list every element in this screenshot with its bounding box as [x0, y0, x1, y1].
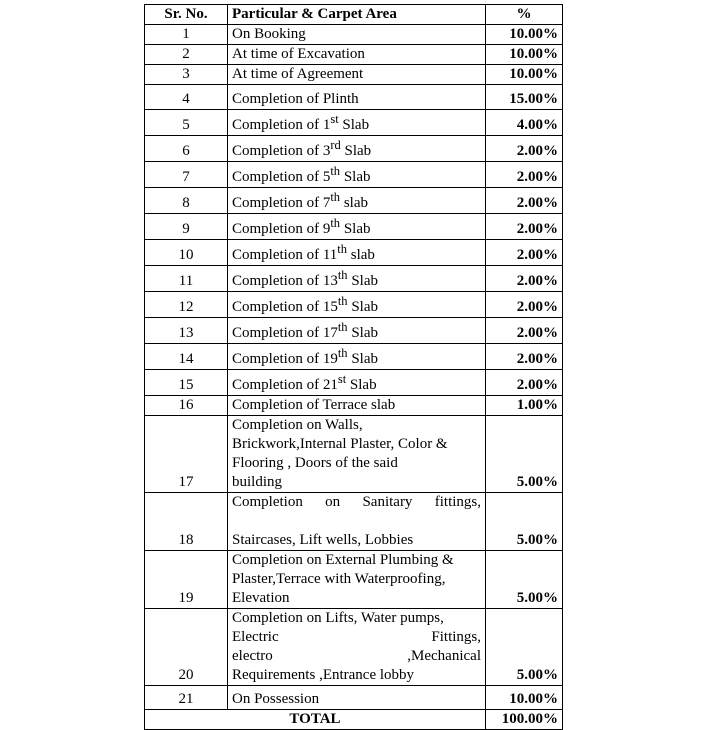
particular	[228, 292, 486, 318]
table-row	[145, 136, 563, 162]
sr-no: 6	[145, 136, 228, 162]
particular-text: Slab	[346, 377, 377, 393]
table-row	[145, 551, 563, 609]
particular-line: Completion on Sanitary fittings,	[232, 494, 481, 510]
sr-no: 5	[145, 110, 228, 136]
table-row	[145, 188, 563, 214]
particular-text: Completion of 13	[232, 273, 338, 289]
percent: 4.00%	[486, 110, 563, 136]
ordinal-suffix: th	[330, 190, 341, 204]
total-percent: 100.00%	[486, 710, 563, 730]
sr-no: 19	[145, 551, 228, 609]
particular-text: Slab	[347, 325, 378, 341]
sr-no: 21	[145, 686, 228, 710]
particular-line: Staircases, Lift wells, Lobbies	[232, 532, 414, 548]
particular-line: Completion on Lifts, Water pumps,	[232, 610, 444, 626]
particular-text: Slab	[340, 221, 371, 237]
sr-no: 3	[145, 65, 228, 85]
table-row	[145, 292, 563, 318]
particular-line: Flooring , Doors of the said	[232, 455, 398, 471]
sr-no: 18	[145, 493, 228, 551]
particular	[228, 609, 486, 686]
table-row	[145, 609, 563, 686]
table-row	[145, 493, 563, 551]
percent: 10.00%	[486, 686, 563, 710]
table-row	[145, 85, 563, 110]
sr-no: 16	[145, 396, 228, 416]
percent: 5.00%	[486, 609, 563, 686]
percent: 2.00%	[486, 188, 563, 214]
total-label: TOTAL	[145, 710, 486, 730]
particular: Completion of Plinth	[228, 85, 486, 110]
percent: 2.00%	[486, 136, 563, 162]
particular-text: Slab	[347, 299, 378, 315]
ordinal-suffix: st	[337, 372, 347, 386]
ordinal-suffix: th	[337, 242, 348, 256]
particular-line	[232, 628, 481, 647]
particular	[228, 240, 486, 266]
percent: 2.00%	[486, 344, 563, 370]
particular	[228, 551, 486, 609]
particular-text: slab	[340, 195, 368, 211]
particular	[228, 214, 486, 240]
particular	[228, 493, 486, 551]
particular-line: Plaster,Terrace with Waterproofing,	[232, 571, 446, 587]
percent: 5.00%	[486, 551, 563, 609]
particular-word: ,Mechanical	[407, 648, 481, 664]
particular-text: Slab	[347, 351, 378, 367]
particular-text: Completion of 17	[232, 325, 338, 341]
sr-no: 17	[145, 416, 228, 493]
particular-line: Completion on Walls,	[232, 417, 363, 433]
particular	[228, 318, 486, 344]
percent: 1.00%	[486, 396, 563, 416]
particular-line: Brickwork,Internal Plaster, Color &	[232, 436, 448, 452]
ordinal-suffix: th	[330, 216, 341, 230]
sr-no: 4	[145, 85, 228, 110]
percent: 2.00%	[486, 214, 563, 240]
table-row	[145, 45, 563, 65]
sr-no: 2	[145, 45, 228, 65]
total-row	[145, 710, 563, 730]
particular	[228, 162, 486, 188]
particular-line: building	[232, 474, 283, 490]
ordinal-suffix: th	[337, 294, 348, 308]
sr-no: 15	[145, 370, 228, 396]
table-row	[145, 65, 563, 85]
particular: On Booking	[228, 25, 486, 45]
percent: 10.00%	[486, 45, 563, 65]
table-row	[145, 686, 563, 710]
table-row	[145, 110, 563, 136]
sr-no: 13	[145, 318, 228, 344]
sr-no: 7	[145, 162, 228, 188]
particular-text: Slab	[338, 117, 370, 133]
ordinal-suffix: st	[330, 112, 339, 126]
table-row	[145, 266, 563, 292]
particular: On Possession	[228, 686, 486, 710]
sr-no: 1	[145, 25, 228, 45]
ordinal-suffix: th	[337, 268, 348, 282]
table-row	[145, 25, 563, 45]
percent: 5.00%	[486, 416, 563, 493]
header-particular: Particular & Carpet Area	[228, 5, 486, 25]
particular	[228, 188, 486, 214]
particular	[228, 344, 486, 370]
percent: 15.00%	[486, 85, 563, 110]
particular: Completion of Terrace slab	[228, 396, 486, 416]
ordinal-suffix: th	[330, 164, 341, 178]
sr-no: 10	[145, 240, 228, 266]
sr-no: 11	[145, 266, 228, 292]
header-row	[145, 5, 563, 25]
particular-text: Completion of 3	[232, 143, 331, 159]
percent: 2.00%	[486, 318, 563, 344]
particular-text: Completion of 7	[232, 195, 331, 211]
particular-text: Completion of 21	[232, 377, 338, 393]
percent: 2.00%	[486, 240, 563, 266]
header-percent: %	[486, 5, 563, 25]
payment-schedule-table	[144, 4, 563, 730]
particular-text: Slab	[340, 143, 372, 159]
particular-line: Elevation	[232, 590, 290, 606]
sr-no: 14	[145, 344, 228, 370]
particular-text: Slab	[340, 169, 371, 185]
particular-text: Completion of 15	[232, 299, 338, 315]
particular-text: Completion of 9	[232, 221, 331, 237]
ordinal-suffix: th	[337, 320, 348, 334]
percent: 2.00%	[486, 370, 563, 396]
table-row	[145, 214, 563, 240]
percent: 10.00%	[486, 25, 563, 45]
particular-text: Completion of 19	[232, 351, 338, 367]
particular-word: electro	[232, 648, 273, 664]
table-row	[145, 162, 563, 188]
table-row	[145, 318, 563, 344]
particular: At time of Agreement	[228, 65, 486, 85]
sr-no: 8	[145, 188, 228, 214]
particular-line	[232, 647, 481, 666]
percent: 2.00%	[486, 162, 563, 188]
table-row	[145, 416, 563, 493]
percent: 2.00%	[486, 292, 563, 318]
header-sr-no: Sr. No.	[145, 5, 228, 25]
particular	[228, 370, 486, 396]
particular-text: Slab	[347, 273, 378, 289]
particular	[228, 110, 486, 136]
sr-no: 20	[145, 609, 228, 686]
particular-line: Completion on External Plumbing &	[232, 552, 454, 568]
particular-text: slab	[347, 247, 375, 263]
percent: 5.00%	[486, 493, 563, 551]
percent: 10.00%	[486, 65, 563, 85]
ordinal-suffix: rd	[330, 138, 341, 152]
particular-text: Completion of 11	[232, 247, 338, 263]
percent: 2.00%	[486, 266, 563, 292]
particular-word: Fittings,	[431, 629, 481, 645]
table-row	[145, 396, 563, 416]
sr-no: 12	[145, 292, 228, 318]
table-row	[145, 370, 563, 396]
particular-text: Completion of 5	[232, 169, 331, 185]
table-row	[145, 344, 563, 370]
sr-no: 9	[145, 214, 228, 240]
particular-word: Electric	[232, 629, 279, 645]
particular	[228, 136, 486, 162]
table-row	[145, 240, 563, 266]
ordinal-suffix: th	[337, 346, 348, 360]
particular	[228, 266, 486, 292]
particular-line: Requirements ,Entrance lobby	[232, 667, 415, 683]
particular: At time of Excavation	[228, 45, 486, 65]
particular-text: Completion of 1	[232, 117, 331, 133]
particular	[228, 416, 486, 493]
